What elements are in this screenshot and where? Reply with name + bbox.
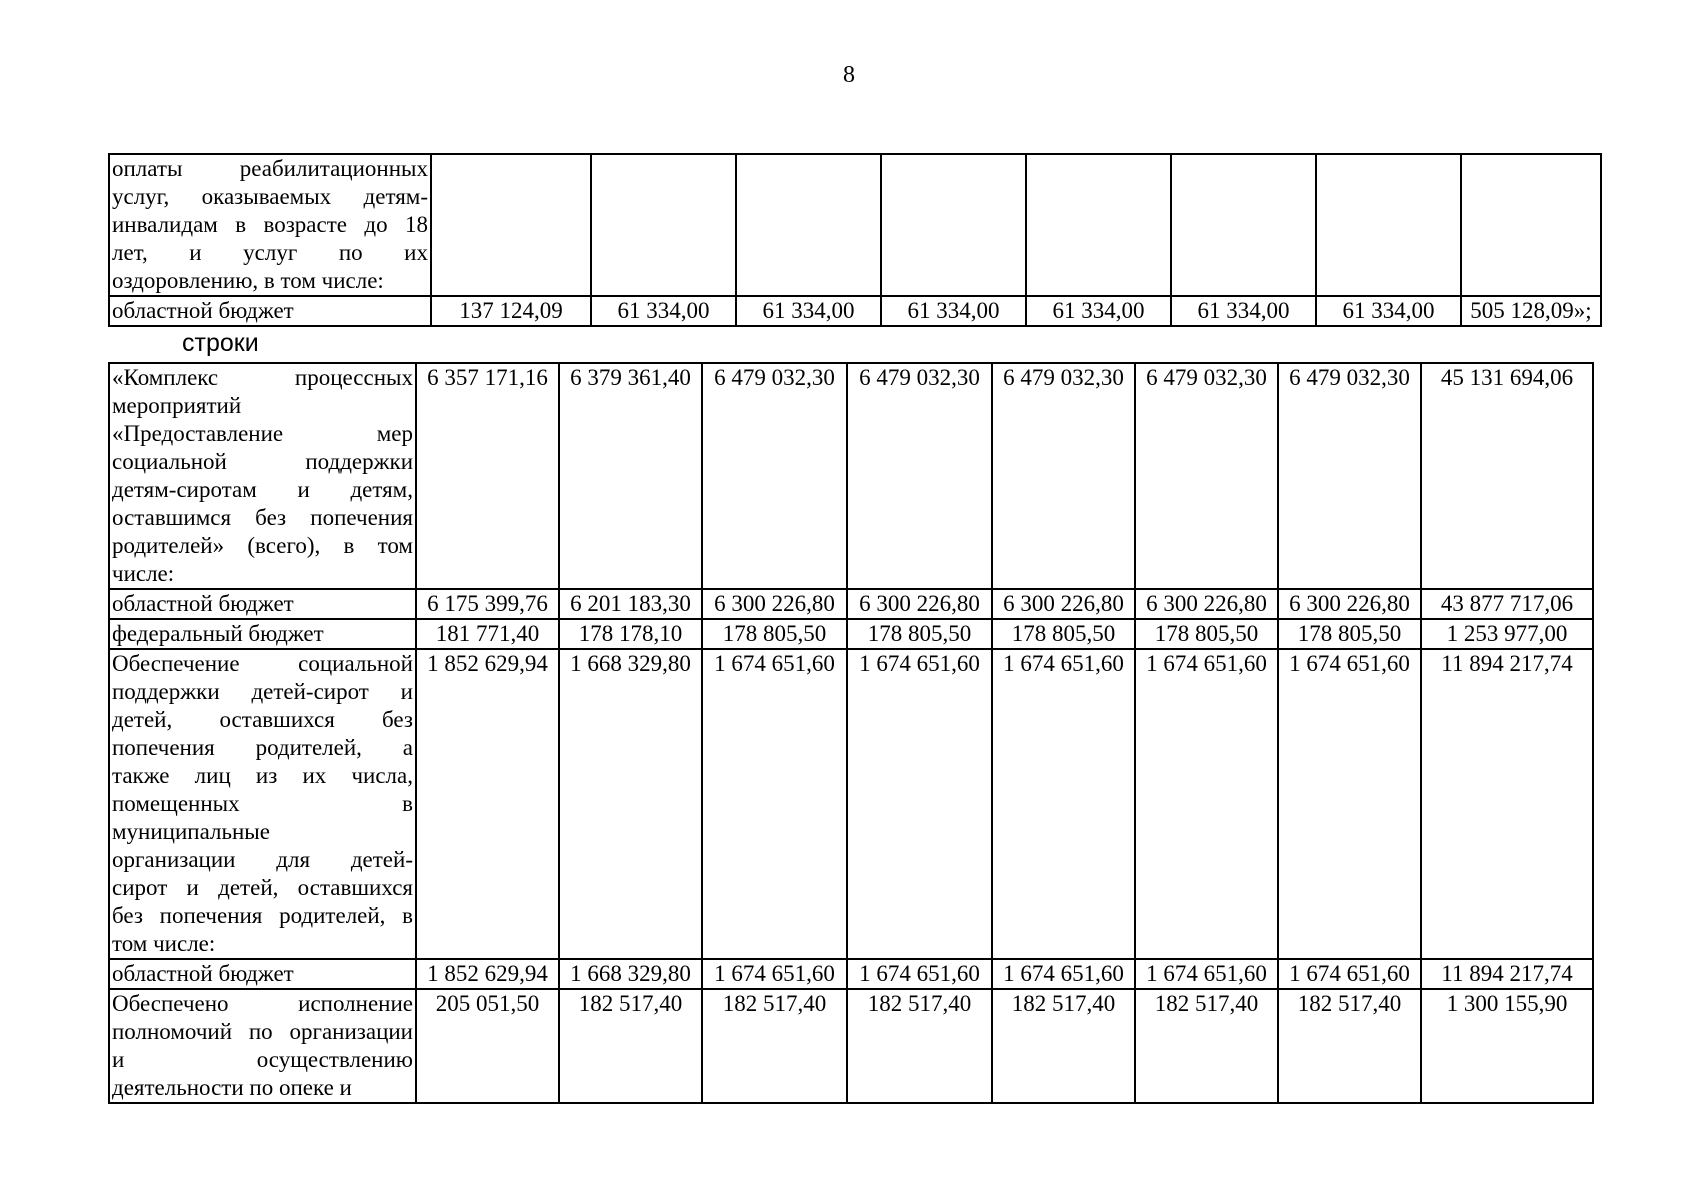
year-value-cell: 6 175 399,76	[416, 589, 559, 619]
row-label-line: инвалидам в возрасте до 18	[112, 212, 428, 237]
year-value-cell: 182 517,40	[847, 989, 992, 1103]
year-value-cell: 1 674 651,60	[847, 959, 992, 989]
row-label-line: помещенных в	[112, 791, 413, 816]
row-label-line: «Комплекс процессных	[112, 365, 413, 390]
total-cell: 43 877 717,06	[1421, 589, 1593, 619]
row-label-line: областной бюджет	[112, 298, 294, 323]
year-value-cell: 1 674 651,60	[1278, 649, 1421, 959]
row-label	[109, 154, 431, 296]
year-value-cell: 182 517,40	[702, 989, 847, 1103]
year-value-cell: 1 668 329,80	[559, 649, 702, 959]
year-value-cell: 6 201 183,30	[559, 589, 702, 619]
year-value-cell: 178 805,50	[847, 619, 992, 649]
year-value-cell: 182 517,40	[1135, 989, 1278, 1103]
year-value-cell	[736, 154, 881, 296]
total-cell: 505 128,09»;	[1461, 296, 1601, 326]
total-cell: 1 300 155,90	[1421, 989, 1593, 1103]
year-value-cell: 205 051,50	[416, 989, 559, 1103]
year-value-cell	[881, 154, 1026, 296]
year-value-cell: 6 300 226,80	[1278, 589, 1421, 619]
row-label	[109, 959, 416, 989]
table-row	[109, 989, 1593, 1103]
row-label	[109, 363, 416, 589]
year-value-cell: 182 517,40	[1278, 989, 1421, 1103]
row-label-line: поддержки детей-сирот и	[112, 679, 413, 704]
row-label	[109, 589, 416, 619]
rows-heading: строки	[182, 329, 259, 357]
row-label-line: областной бюджет	[112, 961, 294, 986]
row-label-line: детям-сиротам и детям,	[112, 477, 413, 502]
year-value-cell: 1 674 651,60	[847, 649, 992, 959]
row-label	[109, 619, 416, 649]
year-value-cell: 178 805,50	[702, 619, 847, 649]
row-label-line: услуг, оказываемых детям-	[112, 184, 428, 209]
year-value-cell: 6 479 032,30	[992, 363, 1135, 589]
year-value-cell: 1 852 629,94	[416, 649, 559, 959]
total-cell: 11 894 217,74	[1421, 959, 1593, 989]
year-value-cell: 1 674 651,60	[1135, 959, 1278, 989]
row-label-line: Обеспечение социальной	[112, 651, 413, 676]
table-row	[109, 154, 1601, 296]
year-value-cell: 1 674 651,60	[1135, 649, 1278, 959]
row-label-line: «Предоставление мер	[112, 421, 413, 446]
year-value-cell: 6 479 032,30	[1135, 363, 1278, 589]
total-cell: 1 253 977,00	[1421, 619, 1593, 649]
year-value-cell: 61 334,00	[1026, 296, 1171, 326]
year-value-cell: 61 334,00	[1171, 296, 1316, 326]
row-label	[109, 989, 416, 1103]
page-number: 8	[843, 62, 855, 88]
year-value-cell: 182 517,40	[559, 989, 702, 1103]
year-value-cell: 6 300 226,80	[992, 589, 1135, 619]
table-row	[109, 589, 1593, 619]
year-value-cell: 6 300 226,80	[702, 589, 847, 619]
year-value-cell: 6 479 032,30	[1278, 363, 1421, 589]
budget-table-continued	[108, 153, 1602, 327]
row-label-line: деятельности по опеке и	[112, 1075, 352, 1100]
year-value-cell	[1316, 154, 1461, 296]
table-row	[109, 619, 1593, 649]
year-value-cell: 1 674 651,60	[992, 959, 1135, 989]
row-label-line: числе:	[112, 561, 175, 586]
row-label-line: попечения родителей, а	[112, 735, 413, 760]
year-value-cell: 182 517,40	[992, 989, 1135, 1103]
row-label-line: сирот и детей, оставшихся	[112, 875, 413, 900]
row-label-line: полномочий по организации	[112, 1019, 413, 1044]
year-value-cell: 6 479 032,30	[702, 363, 847, 589]
year-value-cell: 6 300 226,80	[847, 589, 992, 619]
year-value-cell	[591, 154, 736, 296]
year-value-cell: 178 805,50	[992, 619, 1135, 649]
row-label-line: областной бюджет	[112, 591, 294, 616]
row-label-line: мероприятий	[112, 393, 242, 418]
year-value-cell: 178 805,50	[1135, 619, 1278, 649]
year-value-cell: 1 674 651,60	[992, 649, 1135, 959]
row-label-line: организации для детей-	[112, 847, 413, 872]
table-row	[109, 296, 1601, 326]
row-label-line: лет, и услуг по их	[112, 240, 428, 265]
row-label-line: Обеспечено исполнение	[112, 991, 413, 1016]
year-value-cell: 6 379 361,40	[559, 363, 702, 589]
year-value-cell: 6 300 226,80	[1135, 589, 1278, 619]
row-label	[109, 296, 431, 326]
year-value-cell: 1 668 329,80	[559, 959, 702, 989]
year-value-cell: 137 124,09	[431, 296, 591, 326]
year-value-cell: 1 674 651,60	[702, 649, 847, 959]
year-value-cell: 1 674 651,60	[702, 959, 847, 989]
row-label-line: и осуществлению	[112, 1047, 413, 1072]
row-label-line: родителей» (всего), в том	[112, 533, 413, 558]
year-value-cell	[1026, 154, 1171, 296]
year-value-cell: 1 852 629,94	[416, 959, 559, 989]
year-value-cell: 6 479 032,30	[847, 363, 992, 589]
row-label-line: социальной поддержки	[112, 449, 413, 474]
table-row	[109, 959, 1593, 989]
year-value-cell: 178 178,10	[559, 619, 702, 649]
row-label-line: том числе:	[112, 931, 216, 956]
budget-table-rows	[108, 362, 1594, 1104]
table-row	[109, 363, 1593, 589]
row-label-line: детей, оставшихся без	[112, 707, 413, 732]
year-value-cell: 61 334,00	[736, 296, 881, 326]
total-cell: 11 894 217,74	[1421, 649, 1593, 959]
year-value-cell	[431, 154, 591, 296]
year-value-cell	[1171, 154, 1316, 296]
row-label-line: оставшимся без попечения	[112, 505, 413, 530]
row-label-line: оплаты реабилитационных	[112, 156, 428, 181]
year-value-cell: 1 674 651,60	[1278, 959, 1421, 989]
year-value-cell: 6 357 171,16	[416, 363, 559, 589]
row-label-line: также лиц из их числа,	[112, 763, 413, 788]
year-value-cell: 181 771,40	[416, 619, 559, 649]
year-value-cell: 61 334,00	[1316, 296, 1461, 326]
year-value-cell: 61 334,00	[881, 296, 1026, 326]
row-label	[109, 649, 416, 959]
total-cell: 45 131 694,06	[1421, 363, 1593, 589]
total-cell	[1461, 154, 1601, 296]
year-value-cell: 178 805,50	[1278, 619, 1421, 649]
row-label-line: муниципальные	[112, 819, 270, 844]
row-label-line: без попечения родителей, в	[112, 903, 413, 928]
year-value-cell: 61 334,00	[591, 296, 736, 326]
row-label-line: федеральный бюджет	[112, 621, 324, 646]
table-row	[109, 649, 1593, 959]
row-label-line: оздоровлению, в том числе:	[112, 268, 384, 293]
